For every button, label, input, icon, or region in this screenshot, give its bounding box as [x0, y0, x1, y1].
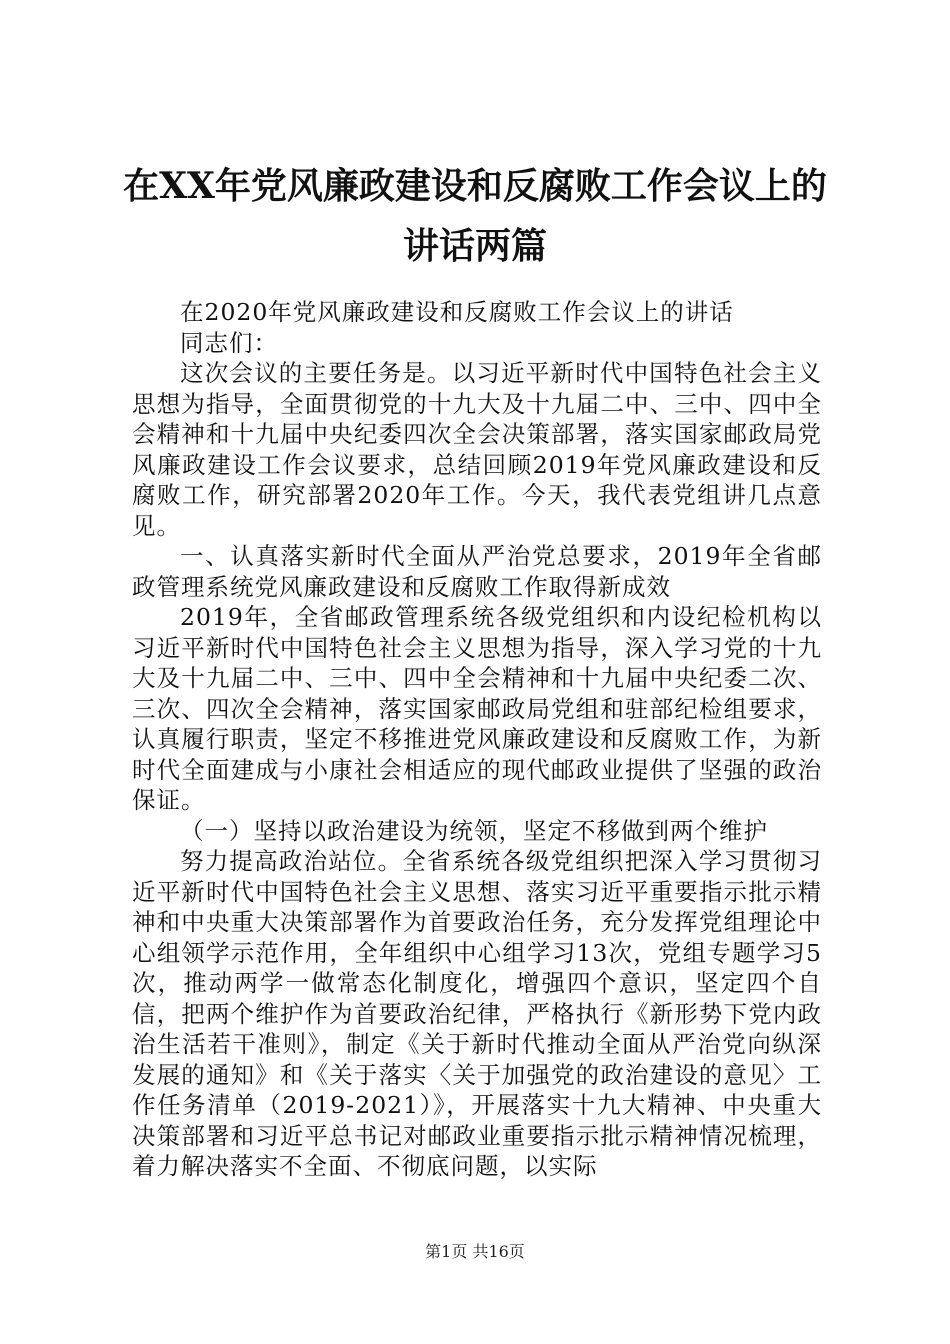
body-paragraph: 努力提高政治站位。全省系统各级党组织把深入学习贯彻习近平新时代中国特色社会主义思想、落实习近平重要指示批示精神和中央重大决策部署作为首要政治任务，充分发挥党组理论中心组领学示范作用，全年组织中心组学习13次，党组专题学习5次，推动两学一做常态化制度化，增强四个意识，坚定四个自信，把两个维护作为首要政治纪律，严格执行《新形势下党内政治生活若干准则》，制定《关于新时代推动全面从严治党向纵深发展的通知》和《关于落实〈关于加强党的政治建设的意见〉工作任务清单（2019-2021）》，开展落实十九大精神、中央重大决策部署和习近平总书记对邮政业重要指示批示精神情况梳理，着力解决落实不全面、不彻底问题，以实际 [132, 847, 822, 1180]
salutation: 同志们： [180, 328, 278, 357]
document-body [132, 297, 822, 1182]
body-paragraph: 这次会议的主要任务是。以习近平新时代中国特色社会主义思想为指导，全面贯彻党的十九大及十九届二中、三中、四中全会精神和十九届中央纪委四次全会决策部署，落实国家邮政局党风廉政建设工作会议要求，总结回顾2019年党风廉政建设和反腐败工作，研究部署2020年工作。今天，我代表党组讲几点意见。 [132, 359, 822, 540]
page-number-footer: 第1页 共16页 [425, 1242, 525, 1261]
section-heading: 一、认真落实新时代全面从严治党总要求，2019年全省邮政管理系统党风廉政建设和反腐败工作取得新成效 [132, 542, 822, 601]
speech-heading: 在2020年党风廉政建设和反腐败工作会议上的讲话 [180, 298, 734, 326]
body-paragraph: 2019年，全省邮政管理系统各级党组织和内设纪检机构以习近平新时代中国特色社会主义思想为指导，深入学习党的十九大及十九届二中、三中、四中全会精神和十九届中央纪委二次、三次、四次全会精神，落实国家邮政局党组和驻部纪检组要求，认真履行职责，坚定不移推进党风廉政建设和反腐败工作，为新时代全面建成与小康社会相适应的现代邮政业提供了坚强的政治保证。 [132, 603, 822, 814]
document-title-line-2: 讲话两篇 [402, 225, 547, 267]
document-title-line-1: 在XX年党风廉政建设和反腐败工作会议上的 [123, 165, 827, 207]
subsection-heading: （一）坚持以政治建设为统领，坚定不移做到两个维护 [180, 816, 768, 845]
